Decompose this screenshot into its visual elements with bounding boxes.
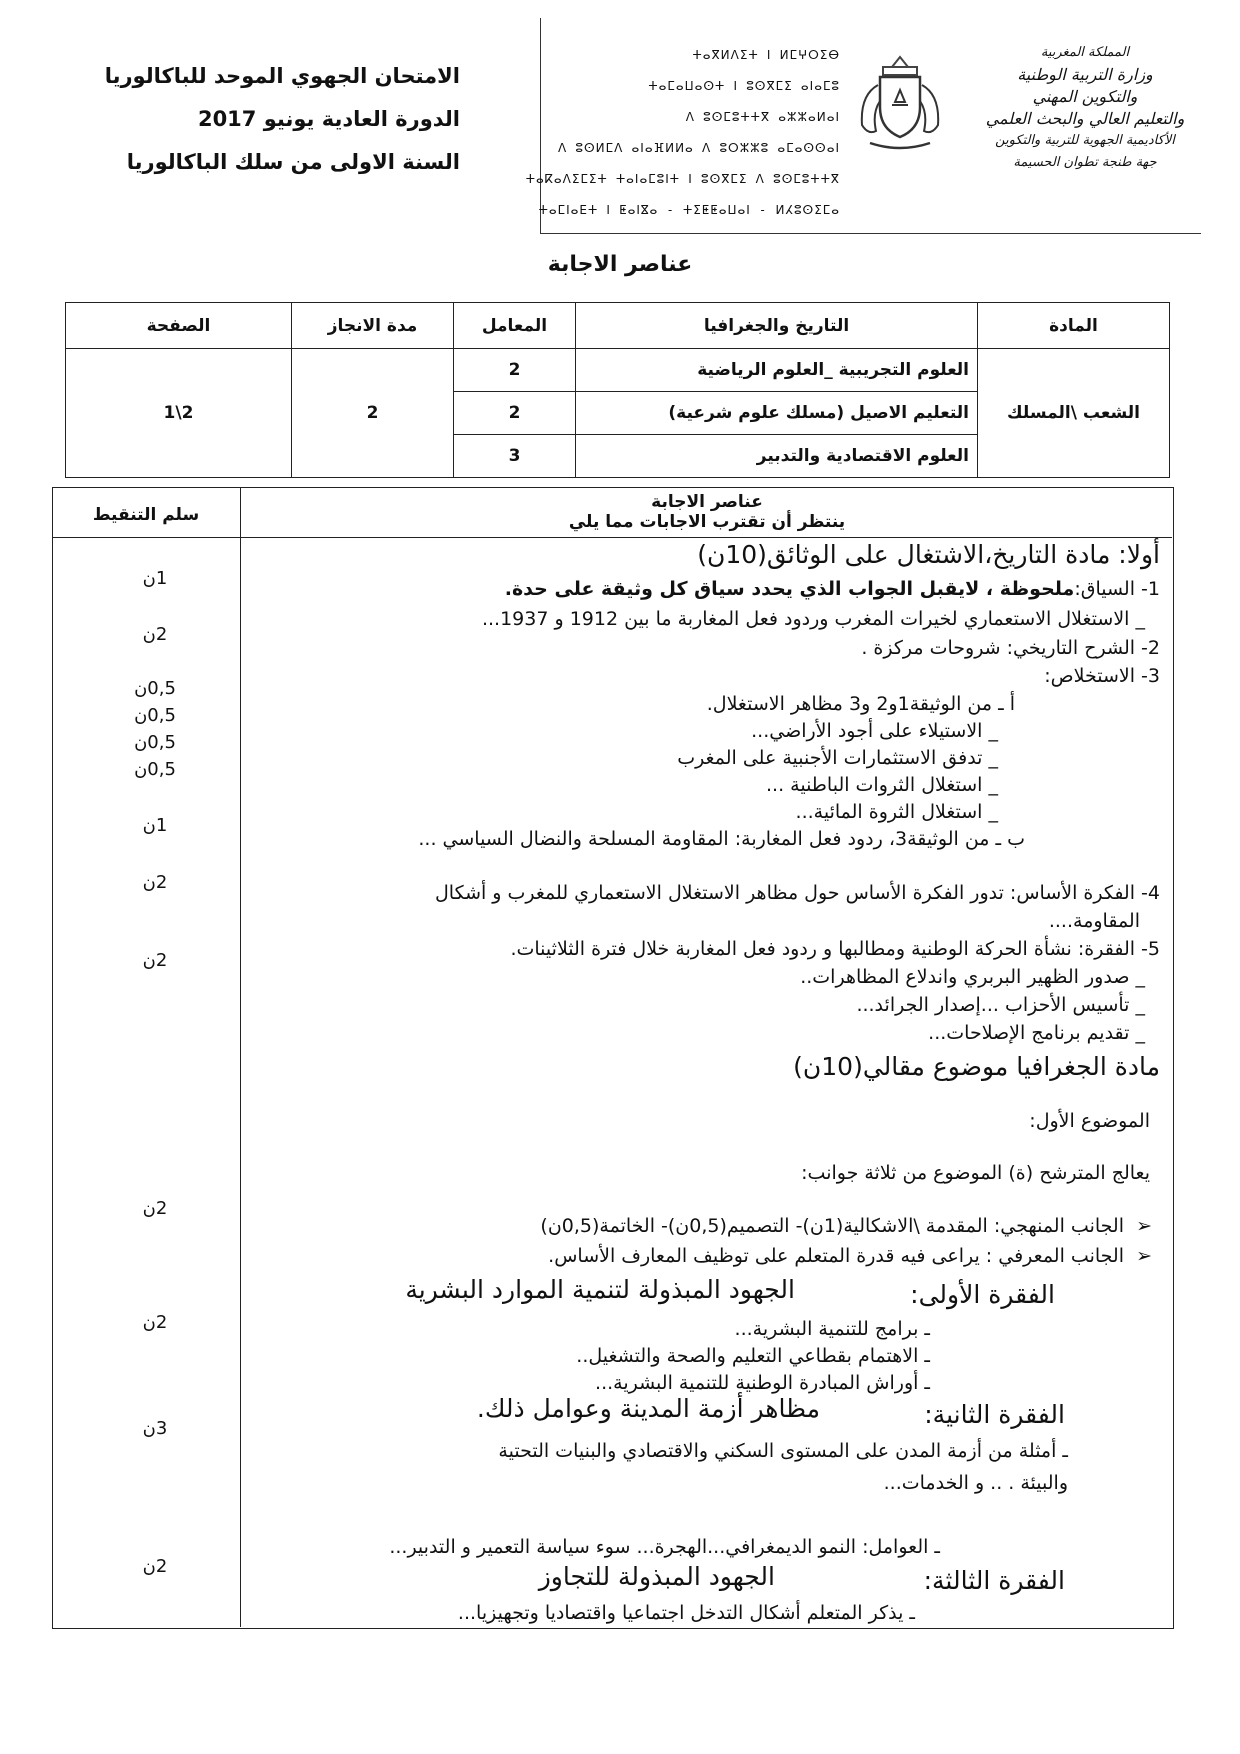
- stream-name: التعليم الاصيل (مسلك علوم شرعية): [576, 392, 978, 435]
- exam-title: الامتحان الجهوي الموحد للباكالوريا: [104, 64, 460, 88]
- paragraph-one-label: الفقرة الأولى:: [910, 1280, 1055, 1309]
- exam-info: [60, 55, 460, 184]
- exam-level: السنة الاولى من سلك الباكالوريا: [126, 150, 460, 174]
- coef-label: المعامل: [454, 303, 576, 349]
- bullet-arrow-icon: ➢: [1136, 1215, 1152, 1237]
- score-value: 2ن: [142, 1556, 168, 1577]
- duration-label: مدة الانجاز: [292, 303, 454, 349]
- answers-subtitle: ينتظر أن تقترب الاجابات مما يلي: [568, 512, 846, 532]
- page-label: الصفحة: [66, 303, 292, 349]
- tifinagh-header: ⵜⴰⴳⵍⴷⵉⵜ ⵏ ⵍⵎⵖⵔⵉⴱ ⵜⴰⵎⴰⵡⴰⵙⵜ ⵏ ⵓⵙⴳⵎⵉ ⴰⵏⴰⵎⵓ ⴷ ⵓⵙⵎⵓⵜⵜⴳ ⴰⵣⵣⴰⵍⴰⵏ ⴷ ⵓⵙⵍⵎⴷ ⴰⵏⴰⴼⵍⵍⴰ ⴷ ⵓⵔⵣⵣⵓ ⴰⵎⴰⵙⵙⴰⵏ ⵜⴰⴽⴰⴷⵉⵎⵉⵜ ⵜⴰⵏⴰⵎⵓⵏⵜ ⵏ ⵓⵙⴳⵎⵉ ⴷ ⵓⵙⵎⵓⵜⵜⴳ ⵜⴰⵎⵏⴰⴹⵜ ⵏ ⵟⴰⵏⴵⴰ - ⵜⵉⵟⵟⴰⵡⴰⵏ - ⵍⵃⵓⵙⵉⵎⴰ: [525, 48, 840, 217]
- paragraph-two-title: مظاهر أزمة المدينة وعوامل ذلك.: [476, 1394, 820, 1423]
- score-value: 1ن: [142, 815, 168, 836]
- subject-label: المادة: [978, 303, 1170, 349]
- knowledge-item: ➢ الجانب المعرفي : يراعى فيه قدرة المتعلم على توظيف المعارف الأساس.: [548, 1245, 1152, 1267]
- score-value: 0,5ن: [134, 759, 176, 780]
- paragraph-two-label: الفقرة الثانية:: [924, 1400, 1065, 1429]
- score-value: 0,5ن: [134, 732, 176, 753]
- exam-meta-table: [65, 302, 1170, 478]
- methodology-item: ➢ الجانب المنهجي: المقدمة \الاشكالية(1ن)- التصميم(0,5ن)- الخاتمة(0,5ن): [540, 1215, 1152, 1237]
- scoring-scale-label: سلم التنقيط: [92, 505, 200, 525]
- paragraph-one-title: الجهود المبذولة لتنمية الموارد البشرية: [405, 1275, 795, 1304]
- answer-line: ـ يذكر المتعلم أشكال التدخل اجتماعيا واقتصاديا وتجهيزيا...: [457, 1602, 915, 1624]
- score-value: 0,5ن: [134, 705, 176, 726]
- answer-line: _ صدور الظهير البربري واندلاع المظاهرات..: [800, 966, 1145, 988]
- stream-name: العلوم التجريبية _العلوم الرياضية: [576, 349, 978, 392]
- paragraph-three-title: الجهود المبذولة للتجاوز: [538, 1562, 775, 1591]
- q1-context: 1- السياق:ملحوظة ، لايقبل الجواب الذي يحدد سياق كل وثيقة على حدة.: [504, 578, 1160, 600]
- score-value: 0,5ن: [134, 678, 176, 699]
- score-value: 2ن: [142, 624, 168, 645]
- q2-explanation: 2- الشرح التاريخي: شروحات مركزة .: [861, 637, 1160, 659]
- column-divider: [240, 487, 241, 1627]
- q3-extraction: 3- الاستخلاص:: [1044, 665, 1160, 687]
- subject-value: التاريخ والجغرافيا: [576, 303, 978, 349]
- topic-one-label: الموضوع الأول:: [1029, 1110, 1150, 1132]
- score-value: 2ن: [142, 950, 168, 971]
- answer-line: _ تقديم برنامج الإصلاحات...: [928, 1022, 1145, 1044]
- q4-main-idea: 4- الفكرة الأساس: تدور الفكرة الأساس حول مظاهر الاستغلال الاستعماري للمغرب و أشكال: [434, 882, 1160, 904]
- answer-line: _ الاستيلاء على أجود الأراضي...: [751, 720, 998, 742]
- duration-value: 2: [292, 349, 454, 478]
- answer-line: _ استغلال الثروات الباطنية ...: [765, 774, 998, 796]
- answers-title: عناصر الاجابة: [651, 492, 763, 512]
- answer-line: ـ العوامل: النمو الديمغرافي...الهجرة... سوء سياسة التعمير و التدبير...: [389, 1536, 940, 1558]
- answer-line: ـ برامج للتنمية البشرية...: [734, 1318, 930, 1340]
- answer-line: ـ أوراش المبادرة الوطنية للتنمية البشرية...: [595, 1372, 930, 1394]
- stream-name: العلوم الاقتصادية والتدبير: [576, 435, 978, 478]
- score-value: 2ن: [142, 1198, 168, 1219]
- document-title: عناصر الاجابة: [547, 252, 693, 277]
- answer-line: ـ الاهتمام بقطاعي التعليم والصحة والتشغيل..: [576, 1345, 930, 1367]
- q5-paragraph: 5- الفقرة: نشأة الحركة الوطنية ومطالبها و ردود فعل المغاربة خلال فترة الثلاثينات.: [510, 938, 1160, 960]
- answer-line: والبيئة . .. و الخدمات...: [883, 1472, 1068, 1494]
- answer-line: _ تأسيس الأحزاب ...إصدار الجرائد...: [856, 994, 1145, 1016]
- coat-of-arms-icon: [845, 45, 955, 160]
- stream-coef: 2: [454, 392, 576, 435]
- stream-coef: 3: [454, 435, 576, 478]
- score-value: 2ن: [142, 1312, 168, 1333]
- score-value: 3ن: [142, 1418, 168, 1439]
- answers-header: [242, 492, 1172, 532]
- paragraph-three-label: الفقرة الثالثة:: [923, 1566, 1065, 1595]
- q1-note: ملحوظة ، لايقبل الجواب الذي يحدد سياق كل وثيقة على حدة.: [504, 578, 1075, 600]
- page-value: 2\1: [66, 349, 292, 478]
- answer-line: يعالج المترشح (ة) الموضوع من ثلاثة جوانب:: [801, 1162, 1150, 1184]
- bullet-arrow-icon: ➢: [1136, 1245, 1152, 1267]
- stream-label: الشعب \المسلك: [978, 349, 1170, 478]
- score-value: 1ن: [142, 568, 168, 589]
- exam-session: الدورة العادية يونيو 2017: [197, 107, 460, 131]
- ministry-header: المملكة المغربية وزارة التربية الوطنية والتكوين المهني والتعليم العالي والبحث العلمي الأكاديمية الجهوية للتربية والتكوين جهة طنجة تطوان الحسيمة: [985, 45, 1185, 170]
- stream-coef: 2: [454, 349, 576, 392]
- answer-line: ـ أمثلة من أزمة المدن على المستوى السكني والاقتصادي والبنيات التحتية: [498, 1440, 1068, 1462]
- score-value: 2ن: [142, 872, 168, 893]
- answer-line: أ ـ من الوثيقة1و2 و3 مظاهر الاستغلال.: [706, 693, 1015, 715]
- answer-line: _ تدفق الاستثمارات الأجنبية على المغرب: [677, 747, 998, 769]
- answer-line: ب ـ من الوثيقة3، ردود فعل المغاربة: المقاومة المسلحة والنضال السياسي ...: [418, 828, 1025, 850]
- answer-line: _ استغلال الثروة المائية...: [795, 801, 998, 823]
- geography-section-heading: مادة الجغرافيا موضوع مقالي(10ن): [793, 1052, 1160, 1081]
- answer-line: المقاومة....: [1048, 910, 1140, 932]
- history-section-heading: أولا: مادة التاريخ،الاشتغال على الوثائق(10ن): [697, 540, 1160, 569]
- answer-line: _ الاستغلال الاستعماري لخيرات المغرب وردود فعل المغاربة ما بين 1912 و 1937...: [481, 608, 1145, 630]
